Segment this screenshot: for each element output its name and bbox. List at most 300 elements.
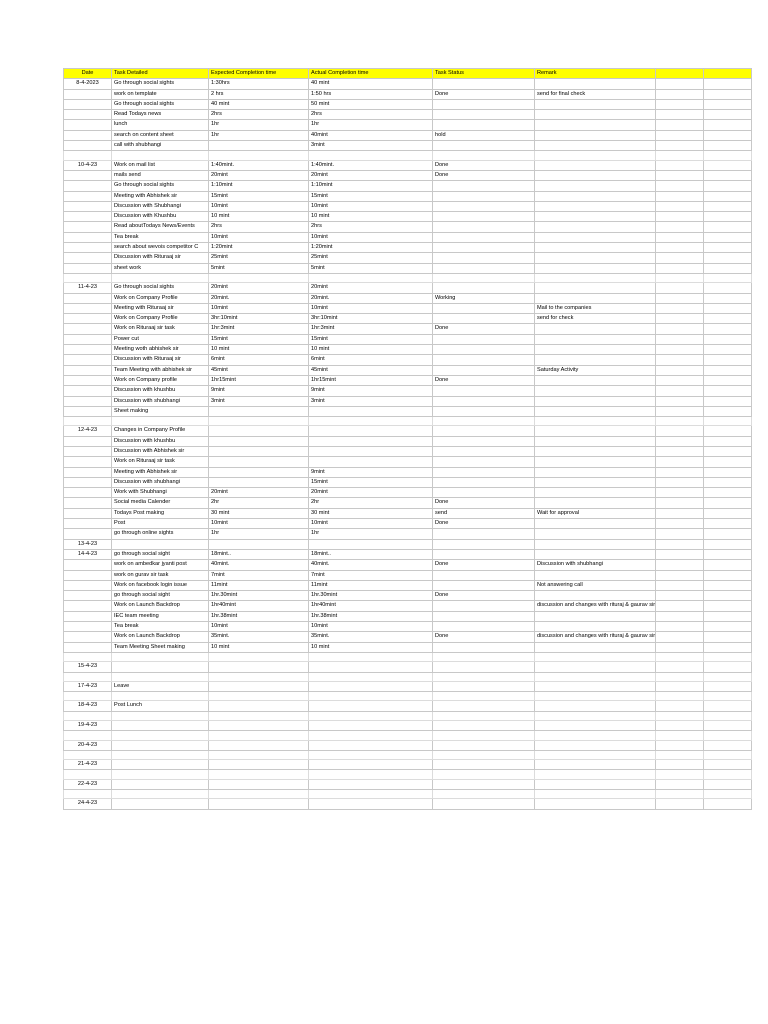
cell-remark[interactable]	[535, 529, 656, 539]
cell-expected[interactable]	[209, 692, 309, 701]
cell-status[interactable]	[433, 222, 535, 232]
cell-extra-2[interactable]	[704, 711, 752, 720]
cell-actual[interactable]: 18mint..	[309, 549, 433, 559]
cell-extra-2[interactable]	[704, 549, 752, 559]
cell-remark[interactable]	[535, 721, 656, 731]
cell-status[interactable]	[433, 570, 535, 580]
cell-task[interactable]	[112, 721, 209, 731]
cell-remark[interactable]	[535, 488, 656, 498]
cell-date[interactable]: 18-4-23	[64, 701, 112, 711]
cell-extra-1[interactable]	[656, 396, 704, 406]
cell-date[interactable]: 19-4-23	[64, 721, 112, 731]
cell-extra-2[interactable]	[704, 681, 752, 691]
cell-extra-1[interactable]	[656, 160, 704, 170]
cell-remark[interactable]	[535, 212, 656, 222]
cell-expected[interactable]: 10 mint	[209, 345, 309, 355]
cell-date[interactable]	[64, 508, 112, 518]
cell-extra-2[interactable]	[704, 365, 752, 375]
cell-expected[interactable]	[209, 151, 309, 160]
cell-remark[interactable]	[535, 611, 656, 621]
cell-status[interactable]	[433, 386, 535, 396]
cell-actual[interactable]: 10mint	[309, 303, 433, 313]
cell-extra-2[interactable]	[704, 110, 752, 120]
cell-date[interactable]: Date	[64, 69, 112, 79]
cell-extra-2[interactable]	[704, 508, 752, 518]
cell-extra-1[interactable]	[656, 662, 704, 672]
cell-extra-2[interactable]	[704, 253, 752, 263]
cell-actual[interactable]: 1hr:3mint	[309, 324, 433, 334]
cell-task[interactable]: work on gurav sir task	[112, 570, 209, 580]
cell-date[interactable]	[64, 570, 112, 580]
cell-date[interactable]: 24-4-23	[64, 799, 112, 809]
cell-status[interactable]: Done	[433, 375, 535, 385]
cell-extra-1[interactable]	[656, 79, 704, 89]
cell-actual[interactable]: 1hr15mint	[309, 375, 433, 385]
cell-actual[interactable]	[309, 652, 433, 661]
cell-remark[interactable]	[535, 170, 656, 180]
cell-remark[interactable]	[535, 334, 656, 344]
cell-date[interactable]	[64, 120, 112, 130]
cell-actual[interactable]: 10 mint	[309, 345, 433, 355]
cell-expected[interactable]: 1hr.38mint	[209, 611, 309, 621]
cell-actual[interactable]: 1hr	[309, 529, 433, 539]
cell-remark[interactable]	[535, 570, 656, 580]
cell-date[interactable]	[64, 253, 112, 263]
cell-remark[interactable]	[535, 446, 656, 456]
cell-task[interactable]: go through social sight	[112, 549, 209, 559]
cell-status[interactable]	[433, 365, 535, 375]
cell-remark[interactable]	[535, 151, 656, 160]
cell-actual[interactable]: 45mint	[309, 365, 433, 375]
cell-task[interactable]: call with shubhangi	[112, 141, 209, 151]
cell-date[interactable]	[64, 519, 112, 529]
cell-task[interactable]: Social media Calender	[112, 498, 209, 508]
cell-extra-2[interactable]	[704, 232, 752, 242]
cell-status[interactable]	[433, 601, 535, 611]
cell-extra-1[interactable]	[656, 622, 704, 632]
cell-expected[interactable]	[209, 467, 309, 477]
cell-status[interactable]	[433, 652, 535, 661]
cell-date[interactable]	[64, 130, 112, 140]
cell-expected[interactable]: 1hr:3mint	[209, 324, 309, 334]
cell-remark[interactable]	[535, 191, 656, 201]
cell-expected[interactable]	[209, 779, 309, 789]
cell-status[interactable]: Done	[433, 89, 535, 99]
cell-actual[interactable]: 5mint	[309, 263, 433, 273]
cell-date[interactable]: 17-4-23	[64, 681, 112, 691]
cell-remark[interactable]	[535, 222, 656, 232]
cell-actual[interactable]: Actual Completion time	[309, 69, 433, 79]
cell-remark[interactable]	[535, 642, 656, 652]
cell-expected[interactable]: 10mint	[209, 201, 309, 211]
cell-date[interactable]	[64, 375, 112, 385]
cell-extra-2[interactable]	[704, 345, 752, 355]
cell-task[interactable]: Go through social sights	[112, 79, 209, 89]
cell-task[interactable]: Tea break	[112, 622, 209, 632]
cell-actual[interactable]: 9mint	[309, 386, 433, 396]
cell-status[interactable]	[433, 611, 535, 621]
cell-extra-1[interactable]	[656, 170, 704, 180]
cell-status[interactable]	[433, 692, 535, 701]
cell-remark[interactable]	[535, 345, 656, 355]
cell-status[interactable]	[433, 253, 535, 263]
cell-actual[interactable]: 10mint	[309, 622, 433, 632]
cell-extra-1[interactable]	[656, 191, 704, 201]
cell-task[interactable]: Go through social sights	[112, 181, 209, 191]
cell-extra-2[interactable]	[704, 406, 752, 416]
cell-status[interactable]	[433, 770, 535, 779]
cell-expected[interactable]: 1:30hrs	[209, 79, 309, 89]
cell-task[interactable]: Discussion with Shubhangi	[112, 201, 209, 211]
cell-date[interactable]	[64, 232, 112, 242]
cell-actual[interactable]: 10mint	[309, 519, 433, 529]
cell-task[interactable]: IEC team meeting	[112, 611, 209, 621]
cell-expected[interactable]	[209, 426, 309, 436]
cell-extra-2[interactable]	[704, 498, 752, 508]
cell-date[interactable]	[64, 652, 112, 661]
cell-extra-1[interactable]	[656, 141, 704, 151]
cell-date[interactable]	[64, 498, 112, 508]
cell-status[interactable]	[433, 701, 535, 711]
cell-task[interactable]: Discussion with Abhishek sir	[112, 446, 209, 456]
cell-actual[interactable]: 40 mint	[309, 79, 433, 89]
cell-expected[interactable]: 2hr	[209, 498, 309, 508]
cell-remark[interactable]: send for check	[535, 314, 656, 324]
cell-status[interactable]	[433, 396, 535, 406]
cell-remark[interactable]	[535, 232, 656, 242]
cell-task[interactable]	[112, 779, 209, 789]
cell-extra-2[interactable]	[704, 212, 752, 222]
cell-status[interactable]	[433, 672, 535, 681]
cell-status[interactable]	[433, 488, 535, 498]
cell-status[interactable]: Working	[433, 293, 535, 303]
cell-extra-1[interactable]	[656, 498, 704, 508]
cell-actual[interactable]: 1:40mint.	[309, 160, 433, 170]
cell-extra-1[interactable]	[656, 770, 704, 779]
cell-extra-2[interactable]	[704, 324, 752, 334]
cell-remark[interactable]	[535, 467, 656, 477]
cell-actual[interactable]: 3mint	[309, 396, 433, 406]
cell-status[interactable]	[433, 790, 535, 799]
cell-task[interactable]: Team Meeting with abhishek sir	[112, 365, 209, 375]
cell-actual[interactable]: 40mint.	[309, 560, 433, 570]
cell-expected[interactable]: 1:20mint	[209, 243, 309, 253]
cell-status[interactable]	[433, 314, 535, 324]
cell-extra-1[interactable]	[656, 681, 704, 691]
cell-expected[interactable]: 35mint.	[209, 632, 309, 642]
cell-task[interactable]: sheet work	[112, 263, 209, 273]
cell-date[interactable]	[64, 417, 112, 426]
cell-extra-2[interactable]	[704, 426, 752, 436]
cell-status[interactable]: Done	[433, 170, 535, 180]
cell-extra-1[interactable]	[656, 243, 704, 253]
cell-status[interactable]	[433, 799, 535, 809]
cell-extra-1[interactable]	[656, 345, 704, 355]
cell-actual[interactable]	[309, 799, 433, 809]
cell-date[interactable]	[64, 477, 112, 487]
cell-date[interactable]	[64, 273, 112, 282]
cell-task[interactable]: Go through social sights	[112, 283, 209, 293]
cell-expected[interactable]	[209, 672, 309, 681]
cell-remark[interactable]	[535, 731, 656, 740]
cell-extra-2[interactable]	[704, 417, 752, 426]
cell-expected[interactable]	[209, 477, 309, 487]
cell-status[interactable]	[433, 141, 535, 151]
cell-task[interactable]	[112, 652, 209, 661]
cell-expected[interactable]	[209, 760, 309, 770]
cell-task[interactable]	[112, 672, 209, 681]
cell-remark[interactable]	[535, 181, 656, 191]
cell-task[interactable]	[112, 273, 209, 282]
cell-expected[interactable]: 20mint	[209, 283, 309, 293]
cell-task[interactable]: Discussion with shubhangi	[112, 396, 209, 406]
cell-extra-1[interactable]	[656, 799, 704, 809]
cell-task[interactable]: Read Todays news	[112, 110, 209, 120]
cell-actual[interactable]: 50 mint	[309, 99, 433, 109]
cell-extra-1[interactable]	[656, 580, 704, 590]
cell-extra-2[interactable]	[704, 622, 752, 632]
cell-extra-1[interactable]	[656, 446, 704, 456]
cell-expected[interactable]: 1hr15mint	[209, 375, 309, 385]
cell-actual[interactable]: 2hrs	[309, 222, 433, 232]
cell-extra-2[interactable]	[704, 151, 752, 160]
cell-task[interactable]: Meeting with Rituraaj sir	[112, 303, 209, 313]
cell-actual[interactable]: 2hrs	[309, 110, 433, 120]
cell-task[interactable]: Task Detailed	[112, 69, 209, 79]
cell-extra-1[interactable]	[656, 355, 704, 365]
cell-extra-2[interactable]	[704, 386, 752, 396]
cell-task[interactable]: Work on facebook login issue	[112, 580, 209, 590]
cell-actual[interactable]: 6mint	[309, 355, 433, 365]
cell-expected[interactable]: 10 mint	[209, 212, 309, 222]
cell-remark[interactable]	[535, 396, 656, 406]
cell-expected[interactable]: Expected Completion time	[209, 69, 309, 79]
cell-status[interactable]	[433, 334, 535, 344]
cell-extra-2[interactable]	[704, 69, 752, 79]
cell-status[interactable]	[433, 740, 535, 750]
cell-status[interactable]	[433, 99, 535, 109]
cell-expected[interactable]	[209, 731, 309, 740]
cell-status[interactable]	[433, 79, 535, 89]
cell-remark[interactable]: discussion and changes with rituraj & gaurav sir	[535, 601, 656, 611]
cell-date[interactable]	[64, 601, 112, 611]
cell-actual[interactable]	[309, 662, 433, 672]
cell-task[interactable]: Work on Rituraaj sir task	[112, 457, 209, 467]
cell-expected[interactable]	[209, 770, 309, 779]
cell-expected[interactable]: 1:10mint	[209, 181, 309, 191]
cell-task[interactable]: Todays Post making	[112, 508, 209, 518]
cell-status[interactable]	[433, 549, 535, 559]
cell-date[interactable]: 20-4-23	[64, 740, 112, 750]
cell-remark[interactable]: send for final check	[535, 89, 656, 99]
cell-date[interactable]	[64, 314, 112, 324]
cell-extra-2[interactable]	[704, 160, 752, 170]
cell-status[interactable]: Done	[433, 560, 535, 570]
cell-task[interactable]	[112, 799, 209, 809]
cell-extra-1[interactable]	[656, 222, 704, 232]
cell-date[interactable]	[64, 151, 112, 160]
cell-task[interactable]: search on content sheet	[112, 130, 209, 140]
cell-date[interactable]	[64, 580, 112, 590]
cell-expected[interactable]	[209, 711, 309, 720]
cell-date[interactable]	[64, 181, 112, 191]
cell-task[interactable]	[112, 760, 209, 770]
cell-status[interactable]	[433, 273, 535, 282]
cell-extra-1[interactable]	[656, 386, 704, 396]
cell-remark[interactable]	[535, 406, 656, 416]
cell-status[interactable]	[433, 355, 535, 365]
cell-task[interactable]	[112, 731, 209, 740]
cell-expected[interactable]	[209, 652, 309, 661]
cell-extra-1[interactable]	[656, 181, 704, 191]
cell-actual[interactable]	[309, 406, 433, 416]
cell-task[interactable]: Discussion with Khushbu	[112, 212, 209, 222]
cell-status[interactable]: send	[433, 508, 535, 518]
cell-extra-2[interactable]	[704, 560, 752, 570]
cell-date[interactable]: 12-4-23	[64, 426, 112, 436]
cell-date[interactable]	[64, 324, 112, 334]
cell-date[interactable]	[64, 529, 112, 539]
cell-expected[interactable]: 1hr	[209, 529, 309, 539]
cell-date[interactable]	[64, 99, 112, 109]
cell-expected[interactable]: 2 hrs	[209, 89, 309, 99]
cell-extra-1[interactable]	[656, 303, 704, 313]
cell-expected[interactable]: 20mint.	[209, 293, 309, 303]
cell-status[interactable]	[433, 181, 535, 191]
cell-expected[interactable]: 1hr	[209, 130, 309, 140]
cell-date[interactable]	[64, 170, 112, 180]
cell-remark[interactable]	[535, 652, 656, 661]
cell-extra-1[interactable]	[656, 477, 704, 487]
cell-extra-2[interactable]	[704, 601, 752, 611]
cell-task[interactable]: Post	[112, 519, 209, 529]
cell-task[interactable]	[112, 662, 209, 672]
cell-status[interactable]	[433, 417, 535, 426]
cell-date[interactable]	[64, 457, 112, 467]
cell-actual[interactable]: 1hr40mint	[309, 601, 433, 611]
cell-extra-2[interactable]	[704, 191, 752, 201]
cell-extra-2[interactable]	[704, 740, 752, 750]
cell-task[interactable]: Discussion with khushbu	[112, 386, 209, 396]
cell-extra-2[interactable]	[704, 222, 752, 232]
cell-extra-2[interactable]	[704, 721, 752, 731]
cell-actual[interactable]: 25mint	[309, 253, 433, 263]
cell-actual[interactable]: 1hr.38mint	[309, 611, 433, 621]
cell-date[interactable]: 22-4-23	[64, 779, 112, 789]
cell-extra-1[interactable]	[656, 779, 704, 789]
cell-expected[interactable]: 10 mint	[209, 642, 309, 652]
cell-actual[interactable]: 3hr:10mint	[309, 314, 433, 324]
cell-actual[interactable]	[309, 760, 433, 770]
cell-task[interactable]: Read aboutTodays News/Events	[112, 222, 209, 232]
cell-remark[interactable]	[535, 770, 656, 779]
cell-remark[interactable]	[535, 79, 656, 89]
cell-extra-2[interactable]	[704, 760, 752, 770]
cell-extra-2[interactable]	[704, 283, 752, 293]
cell-extra-2[interactable]	[704, 263, 752, 273]
cell-extra-2[interactable]	[704, 99, 752, 109]
cell-task[interactable]: go through online sights	[112, 529, 209, 539]
cell-expected[interactable]: 10mint	[209, 622, 309, 632]
cell-extra-2[interactable]	[704, 396, 752, 406]
cell-actual[interactable]	[309, 151, 433, 160]
cell-expected[interactable]: 18mint..	[209, 549, 309, 559]
cell-extra-1[interactable]	[656, 212, 704, 222]
cell-task[interactable]: Work on Launch Backdrop	[112, 632, 209, 642]
cell-task[interactable]: Sheet making	[112, 406, 209, 416]
cell-extra-1[interactable]	[656, 253, 704, 263]
cell-date[interactable]: 10-4-23	[64, 160, 112, 170]
cell-extra-1[interactable]	[656, 692, 704, 701]
cell-extra-1[interactable]	[656, 69, 704, 79]
cell-status[interactable]: hold	[433, 130, 535, 140]
cell-expected[interactable]	[209, 141, 309, 151]
cell-extra-2[interactable]	[704, 355, 752, 365]
cell-remark[interactable]	[535, 130, 656, 140]
cell-extra-1[interactable]	[656, 426, 704, 436]
cell-extra-2[interactable]	[704, 570, 752, 580]
cell-task[interactable]: lunch	[112, 120, 209, 130]
cell-extra-1[interactable]	[656, 89, 704, 99]
cell-actual[interactable]	[309, 672, 433, 681]
cell-status[interactable]	[433, 477, 535, 487]
cell-actual[interactable]	[309, 711, 433, 720]
cell-status[interactable]: Done	[433, 498, 535, 508]
cell-expected[interactable]: 9mint	[209, 386, 309, 396]
cell-task[interactable]: Power cut	[112, 334, 209, 344]
cell-task[interactable]	[112, 417, 209, 426]
cell-expected[interactable]: 1hr.30mint	[209, 591, 309, 601]
cell-actual[interactable]: 11mint	[309, 580, 433, 590]
cell-extra-2[interactable]	[704, 701, 752, 711]
cell-expected[interactable]: 7mint	[209, 570, 309, 580]
cell-date[interactable]	[64, 790, 112, 799]
cell-actual[interactable]	[309, 446, 433, 456]
cell-extra-1[interactable]	[656, 99, 704, 109]
cell-task[interactable]: Work with Shubhangi	[112, 488, 209, 498]
cell-date[interactable]: 8-4-2023	[64, 79, 112, 89]
cell-extra-1[interactable]	[656, 721, 704, 731]
cell-extra-1[interactable]	[656, 314, 704, 324]
cell-extra-2[interactable]	[704, 488, 752, 498]
cell-actual[interactable]: 1:10mint	[309, 181, 433, 191]
cell-expected[interactable]: 15mint	[209, 191, 309, 201]
cell-status[interactable]	[433, 467, 535, 477]
cell-date[interactable]	[64, 711, 112, 720]
cell-expected[interactable]	[209, 721, 309, 731]
cell-status[interactable]	[433, 681, 535, 691]
cell-extra-1[interactable]	[656, 151, 704, 160]
cell-date[interactable]	[64, 731, 112, 740]
cell-extra-1[interactable]	[656, 790, 704, 799]
cell-date[interactable]	[64, 201, 112, 211]
cell-expected[interactable]	[209, 790, 309, 799]
cell-task[interactable]: Work on mail list	[112, 160, 209, 170]
cell-status[interactable]	[433, 426, 535, 436]
cell-extra-1[interactable]	[656, 611, 704, 621]
cell-extra-2[interactable]	[704, 591, 752, 601]
cell-extra-2[interactable]	[704, 731, 752, 740]
cell-date[interactable]	[64, 110, 112, 120]
cell-remark[interactable]	[535, 201, 656, 211]
cell-remark[interactable]	[535, 375, 656, 385]
cell-actual[interactable]: 1:50 hrs	[309, 89, 433, 99]
cell-date[interactable]	[64, 446, 112, 456]
cell-extra-2[interactable]	[704, 120, 752, 130]
cell-extra-2[interactable]	[704, 799, 752, 809]
cell-status[interactable]	[433, 457, 535, 467]
cell-extra-1[interactable]	[656, 750, 704, 759]
